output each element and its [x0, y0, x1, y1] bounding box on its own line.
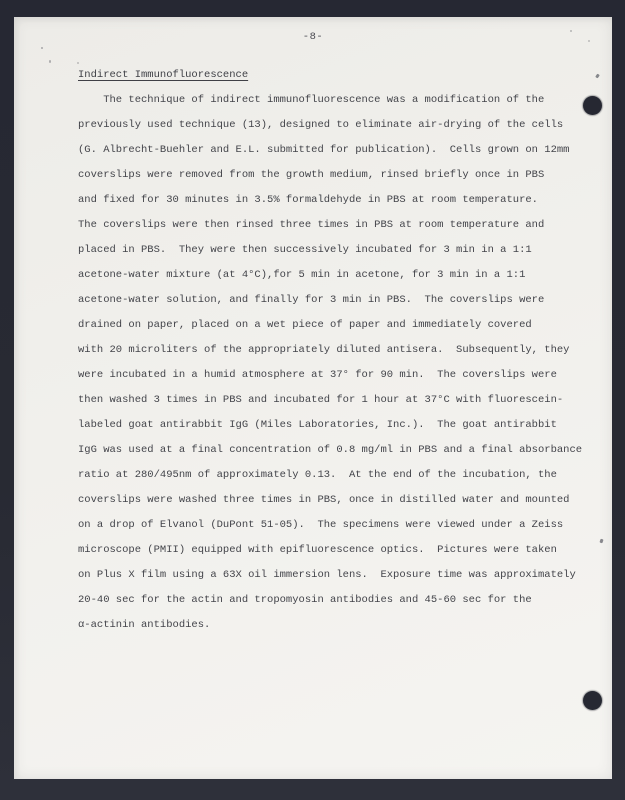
document-page [14, 17, 612, 779]
scan-speck [49, 60, 51, 63]
body-line: acetone-water mixture (at 4°C),for 5 min in acetone, for 3 min in a 1:1 [78, 269, 526, 281]
body-line: 20-40 sec for the actin and tropomyosin antibodies and 45-60 sec for the [78, 594, 532, 606]
hole-punch-icon [583, 96, 602, 115]
body-line: with 20 microliters of the appropriately diluted antisera. Subsequently, they [78, 344, 570, 356]
page-number: -8- [302, 31, 324, 43]
body-line: IgG was used at a final concentration of 0.8 mg/ml in PBS and a final absorbance [78, 444, 583, 456]
body-line: acetone-water solution, and finally for 3 min in PBS. The coverslips were [78, 294, 545, 306]
body-line: and fixed for 30 minutes in 3.5% formaldehyde in PBS at room temperature. [78, 194, 538, 206]
body-line: (G. Albrecht-Buehler and E.L. submitted for publication). Cells grown on 12mm [78, 144, 570, 156]
scan-speck [219, 270, 221, 272]
body-line: coverslips were washed three times in PBS, once in distilled water and mounted [78, 494, 570, 506]
body-line: α-actinin antibodies. [78, 619, 211, 631]
body-line: on Plus X film using a 63X oil immersion lens. Exposure time was approximately [78, 569, 576, 581]
hole-punch-icon [583, 691, 602, 710]
body-line: on a drop of Elvanol (DuPont 51-05). The specimens were viewed under a Zeiss [78, 519, 564, 531]
body-line: then washed 3 times in PBS and incubated for 1 hour at 37°C with fluorescein- [78, 394, 564, 406]
body-line: The technique of indirect immunofluorescence was a modification of the [78, 94, 545, 106]
body-line: were incubated in a humid atmosphere at 37° for 90 min. The coverslips were [78, 369, 557, 381]
scan-speck [588, 40, 590, 42]
body-line: ratio at 280/495nm of approximately 0.13. At the end of the incubation, the [78, 469, 557, 481]
body-text [78, 88, 598, 638]
scan-speck [570, 30, 572, 32]
body-line: drained on paper, placed on a wet piece of paper and immediately covered [78, 319, 532, 331]
body-line: microscope (PMII) equipped with epifluorescence optics. Pictures were taken [78, 544, 557, 556]
body-line: The coverslips were then rinsed three times in PBS at room temperature and [78, 219, 545, 231]
body-line: coverslips were removed from the growth medium, rinsed briefly once in PBS [78, 169, 545, 181]
scan-speck [77, 62, 79, 64]
section-heading: Indirect Immunofluorescence [78, 69, 249, 81]
body-line: previously used technique (13), designed to eliminate air-drying of the cells [78, 119, 564, 131]
body-line: labeled goat antirabbit IgG (Miles Laboratories, Inc.). The goat antirabbit [78, 419, 557, 431]
body-line: placed in PBS. They were then successively incubated for 3 min in a 1:1 [78, 244, 532, 256]
scan-speck [41, 47, 43, 49]
